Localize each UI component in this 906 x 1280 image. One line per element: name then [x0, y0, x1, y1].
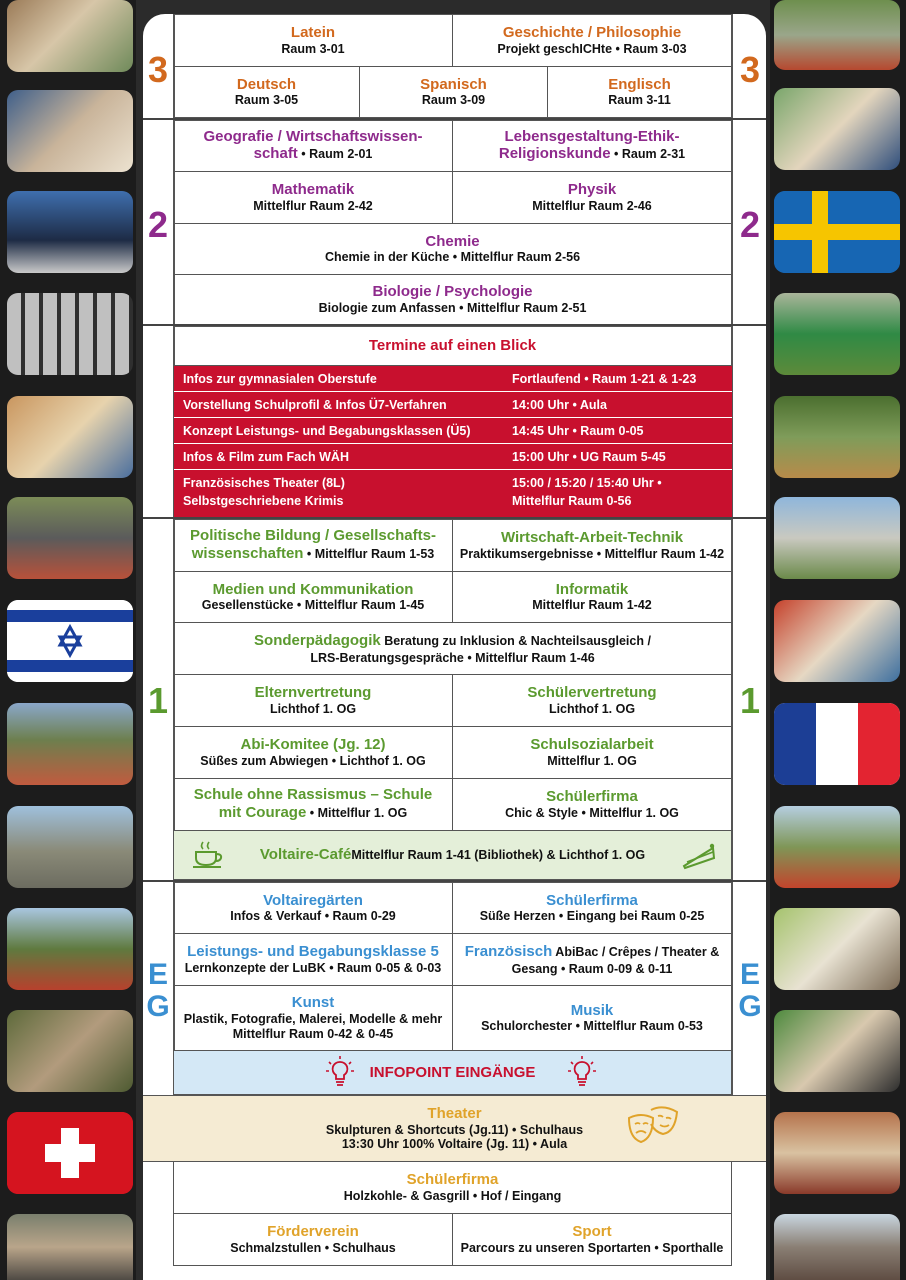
- room-chemie: [173, 223, 732, 275]
- theater-detail-line2: 13:30 Uhr 100% Voltaire (Jg. 11) • Aula: [341, 1137, 568, 1152]
- termine-row: [174, 444, 732, 470]
- cafe-title: Voltaire-Café: [259, 846, 352, 864]
- schuelerfirma-hof-title: Schülerfirma: [406, 1171, 499, 1189]
- ler-room: • Raum 2-31: [610, 147, 686, 162]
- mathematik-room: Mittelflur Raum 2-42: [253, 198, 373, 213]
- room-voltairegaerten: [173, 882, 453, 934]
- left-photo-strip: [0, 0, 136, 1280]
- medien-room: Gesellenstücke • Mittelflur Raum 1-45: [201, 598, 425, 613]
- deutsch-title: Deutsch: [236, 75, 297, 93]
- photo-group-portrait: [7, 191, 133, 273]
- photo-football-team: [774, 293, 900, 375]
- room-biologie: [173, 274, 732, 325]
- room-lebensgestaltung: [452, 120, 732, 172]
- schuelerfirma-eg-title: Schülerfirma: [546, 891, 638, 909]
- biologie-room: Biologie zum Anfassen • Mittelflur Raum 2-51: [318, 300, 587, 315]
- photo-schoolyard: [7, 806, 133, 888]
- elternvertretung-room: Lichthof 1. OG: [269, 701, 357, 716]
- medien-title: Medien und Kommunikation: [212, 580, 414, 598]
- room-politische-bildung: [173, 519, 453, 572]
- room-sonderpaedagogik: [173, 622, 732, 675]
- room-elternvertretung: [173, 674, 453, 727]
- photo-students-lab: [774, 1010, 900, 1092]
- floor-eg-label-left: [143, 959, 173, 1022]
- schuelervertretung-title: Schülervertretung: [527, 684, 657, 702]
- kunst-detail-line2: Mittelflur Raum 0-42 & 0-45: [232, 1026, 394, 1041]
- termine-event: Vorstellung Schulprofil & Infos Ü7-Verfahren: [183, 398, 447, 412]
- termine-event: Infos zur gymnasialen Oberstufe: [183, 372, 377, 386]
- voltairegaerten-room: Infos & Verkauf • Raum 0-29: [230, 909, 396, 924]
- wat-room: Praktikumsergebnisse • Mittelflur Raum 1-42: [459, 546, 725, 561]
- termine-header: [173, 326, 732, 366]
- area-schuelerfirma-hof: [173, 1161, 732, 1214]
- informatik-room: Mittelflur Raum 1-42: [532, 598, 652, 613]
- photo-exhibition-wall: [7, 293, 133, 375]
- deutsch-room: Raum 3-05: [234, 93, 299, 108]
- lubk-title: Leistungs- und Begabungsklasse 5: [187, 943, 439, 961]
- abi-komitee-title: Abi-Komitee (Jg. 12): [240, 736, 386, 754]
- wat-title: Wirtschaft-Arbeit-Technik: [500, 529, 684, 547]
- geschichte-title: Geschichte / Philosophie: [502, 24, 682, 42]
- room-englisch: [547, 66, 732, 118]
- ler-title-line2: Religionskunde: [498, 145, 611, 163]
- photo-school-crowd: [7, 497, 133, 579]
- spanisch-title: Spanisch: [420, 75, 487, 93]
- pb-room: • Mittelflur Raum 1-53: [303, 546, 435, 561]
- theater-masks-icon: [627, 1104, 679, 1152]
- abi-komitee-room: Süßes zum Abwiegen • Lichthof 1. OG: [200, 753, 426, 768]
- room-geschichte: [452, 14, 732, 67]
- geografie-room: • Raum 2-01: [297, 147, 373, 162]
- room-spanisch: [359, 66, 548, 118]
- room-deutsch: [173, 66, 360, 118]
- floor-1-label-right: 1: [739, 680, 761, 721]
- flag-france: [774, 703, 900, 785]
- ler-title-line1: Lebensgestaltung-Ethik-: [504, 127, 680, 145]
- schulsozialarbeit-title: Schulsozialarbeit: [530, 736, 654, 754]
- flag-switzerland: [7, 1112, 133, 1194]
- floor-2-label-right: 2: [739, 204, 761, 245]
- informatik-title: Informatik: [555, 580, 629, 598]
- termine-event-line1: Französisches Theater (8L): [183, 476, 345, 490]
- room-geografie: [173, 120, 453, 172]
- eg-letter-g: G: [146, 989, 170, 1023]
- room-wat: [452, 519, 732, 572]
- photo-dining-hall: [774, 1112, 900, 1194]
- termine-time: 14:45 Uhr • Raum 0-05: [512, 424, 644, 438]
- sport-room: Parcours zu unseren Sportarten • Sporthalle: [460, 1240, 724, 1255]
- schuelerfirma-1-room: Chic & Style • Mittelflur 1. OG: [505, 805, 679, 820]
- cake-slice-icon: [681, 840, 717, 870]
- elternvertretung-title: Elternvertretung: [254, 684, 372, 702]
- physik-title: Physik: [567, 181, 617, 199]
- kunst-detail-line1: Plastik, Fotografie, Malerei, Modelle & mehr: [183, 1012, 443, 1027]
- room-kunst: [173, 985, 453, 1051]
- floor-eg-label-right: [735, 959, 765, 1022]
- latein-title: Latein: [290, 24, 336, 42]
- voltairegaerten-title: Voltairegärten: [263, 891, 363, 909]
- pb-title-line2: wissenschaften: [191, 544, 304, 562]
- room-abi-komitee: [173, 726, 453, 779]
- room-schule-ohne-rassismus: [173, 778, 453, 831]
- termine-title: Termine auf einen Blick: [368, 337, 537, 355]
- eg-letter-e: E: [147, 958, 168, 991]
- floor-plan-sheet: [143, 14, 766, 1280]
- floor-1-label-left: 1: [147, 680, 169, 721]
- photo-school-building: [774, 497, 900, 579]
- photo-playground: [774, 396, 900, 478]
- franzoesisch-detail-line1: AbiBac / Crêpes / Theater &: [552, 944, 720, 959]
- theater-detail-line1: Skulpturen & Shortcuts (Jg.11) • Schulhaus: [325, 1122, 584, 1137]
- sonderpaedagogik-detail-line2: LRS-Beratungsgespräche • Mittelflur Raum 1-46: [310, 650, 595, 665]
- schuelerfirma-eg-room: Süße Herzen • Eingang bei Raum 0-25: [479, 909, 705, 924]
- room-schulsozialarbeit: [452, 726, 732, 779]
- photo-sports-ground: [774, 806, 900, 888]
- physik-room: Mittelflur Raum 2-46: [532, 198, 652, 213]
- floor-2-label-left: 2: [147, 204, 169, 245]
- eg-letter-g: G: [738, 989, 762, 1023]
- termine-event: Konzept Leistungs- und Begabungsklassen (Ü5): [183, 424, 471, 438]
- biologie-title: Biologie / Psychologie: [372, 283, 533, 301]
- floor-3-label-left: 3: [147, 49, 169, 90]
- room-mathematik: [173, 171, 453, 224]
- schuelerfirma-hof-room: Holzkohle- & Gasgrill • Hof / Eingang: [343, 1188, 562, 1203]
- photo-students-desk: [7, 396, 133, 478]
- geografie-title-line1: Geografie / Wirtschaftswissen-: [203, 127, 423, 145]
- photo-extavium-event: [774, 600, 900, 682]
- englisch-room: Raum 3-11: [608, 93, 671, 108]
- photo-garden-stones: [7, 1010, 133, 1092]
- sor-title-line2: mit Courage: [218, 803, 307, 821]
- termine-row: [174, 366, 732, 392]
- foerderverein-room: Schmalzstullen • Schulhaus: [230, 1240, 396, 1255]
- chemie-room: Chemie in der Küche • Mittelflur Raum 2-56: [324, 250, 581, 265]
- termine-row: [174, 392, 732, 418]
- englisch-title: Englisch: [608, 75, 671, 93]
- room-musik: [452, 985, 732, 1051]
- mathematik-title: Mathematik: [271, 181, 355, 199]
- termine-time-line1: 15:00 / 15:20 / 15:40 Uhr •: [512, 476, 662, 490]
- room-schuelerfirma-eg: [452, 882, 732, 934]
- room-physik: [452, 171, 732, 224]
- sonderpaedagogik-detail-line1: Beratung zu Inklusion & Nachteilsausgleich /: [380, 633, 651, 648]
- photo-students-outdoor: [7, 703, 133, 785]
- termine-event-line2: Selbstgeschriebene Krimis: [183, 494, 344, 508]
- area-sport: [452, 1213, 732, 1266]
- termine-time-line2: Mittelflur Raum 0-56: [512, 494, 632, 508]
- lightbulb-icon: [326, 1056, 354, 1088]
- schulsozialarbeit-room: Mittelflur 1. OG: [547, 753, 637, 768]
- flag-israel: [7, 600, 133, 682]
- room-franzoesisch: [452, 933, 732, 986]
- musik-title: Musik: [570, 1001, 614, 1019]
- floor-3-label-right: 3: [739, 49, 761, 90]
- sonderpaedagogik-title: Sonderpädagogik: [254, 631, 381, 649]
- musik-room: Schulorchester • Mittelflur Raum 0-53: [481, 1019, 703, 1034]
- termine-row: [174, 470, 732, 517]
- photo-cafeteria: [774, 908, 900, 990]
- room-medien: [173, 571, 453, 623]
- photo-group-outdoor: [7, 1214, 133, 1280]
- franzoesisch-detail-line2: Gesang • Raum 0-09 & 0-11: [511, 961, 673, 976]
- room-schuelerfirma-1: [452, 778, 732, 831]
- room-informatik: [452, 571, 732, 623]
- room-schuelervertretung: [452, 674, 732, 727]
- flag-sweden: [774, 191, 900, 273]
- lightbulb-icon: [568, 1056, 596, 1088]
- schuelerfirma-1-title: Schülerfirma: [546, 788, 638, 806]
- area-foerderverein: [173, 1213, 453, 1266]
- photo-visitors: [774, 1214, 900, 1280]
- photo-sports-field: [7, 908, 133, 990]
- sor-title-line1: Schule ohne Rassismus – Schule: [193, 786, 433, 804]
- foerderverein-title: Förderverein: [267, 1223, 359, 1241]
- pb-title-line1: Politische Bildung / Gesellschafts-: [190, 527, 436, 545]
- right-photo-strip: [770, 0, 906, 1280]
- termine-time: Fortlaufend • Raum 1-21 & 1-23: [512, 372, 697, 386]
- termine-time: 15:00 Uhr • UG Raum 5-45: [512, 450, 666, 464]
- spanisch-room: Raum 3-09: [421, 93, 486, 108]
- schuelervertretung-room: Lichthof 1. OG: [548, 701, 636, 716]
- lubk-room: Lernkonzepte der LuBK • Raum 0-05 & 0-03: [184, 960, 442, 975]
- geschichte-room: Projekt geschICHte • Raum 3-03: [497, 41, 687, 56]
- infopoint-title: INFOPOINT EINGÄNGE: [369, 1063, 536, 1081]
- cafe-room: Mittelflur Raum 1-41 (Bibliothek) & Lichthof 1. OG: [351, 847, 646, 862]
- room-lubk: [173, 933, 453, 986]
- termine-time: 14:00 Uhr • Aula: [512, 398, 607, 412]
- sor-room: • Mittelflur 1. OG: [306, 805, 408, 820]
- photo-students-tablets: [7, 90, 133, 172]
- geografie-title-line2: schaft: [253, 145, 298, 163]
- eg-letter-e: E: [739, 958, 760, 991]
- photo-classroom-1: [7, 0, 133, 72]
- room-latein: [173, 14, 453, 67]
- termine-event: Infos & Film zum Fach WÄH: [183, 450, 349, 464]
- kunst-title: Kunst: [291, 994, 335, 1012]
- photo-running-track: [774, 0, 900, 70]
- latein-room: Raum 3-01: [281, 41, 345, 56]
- sport-title: Sport: [572, 1223, 612, 1241]
- chemie-title: Chemie: [425, 232, 480, 250]
- room-voltaire-cafe: [173, 830, 732, 880]
- franzoesisch-title: Französisch: [464, 942, 553, 960]
- photo-children-classroom: [774, 88, 900, 170]
- infopoint-eingaenge: [173, 1050, 732, 1095]
- coffee-cup-icon: [191, 840, 227, 870]
- termine-row: [174, 418, 732, 444]
- theater-title: Theater: [427, 1104, 482, 1122]
